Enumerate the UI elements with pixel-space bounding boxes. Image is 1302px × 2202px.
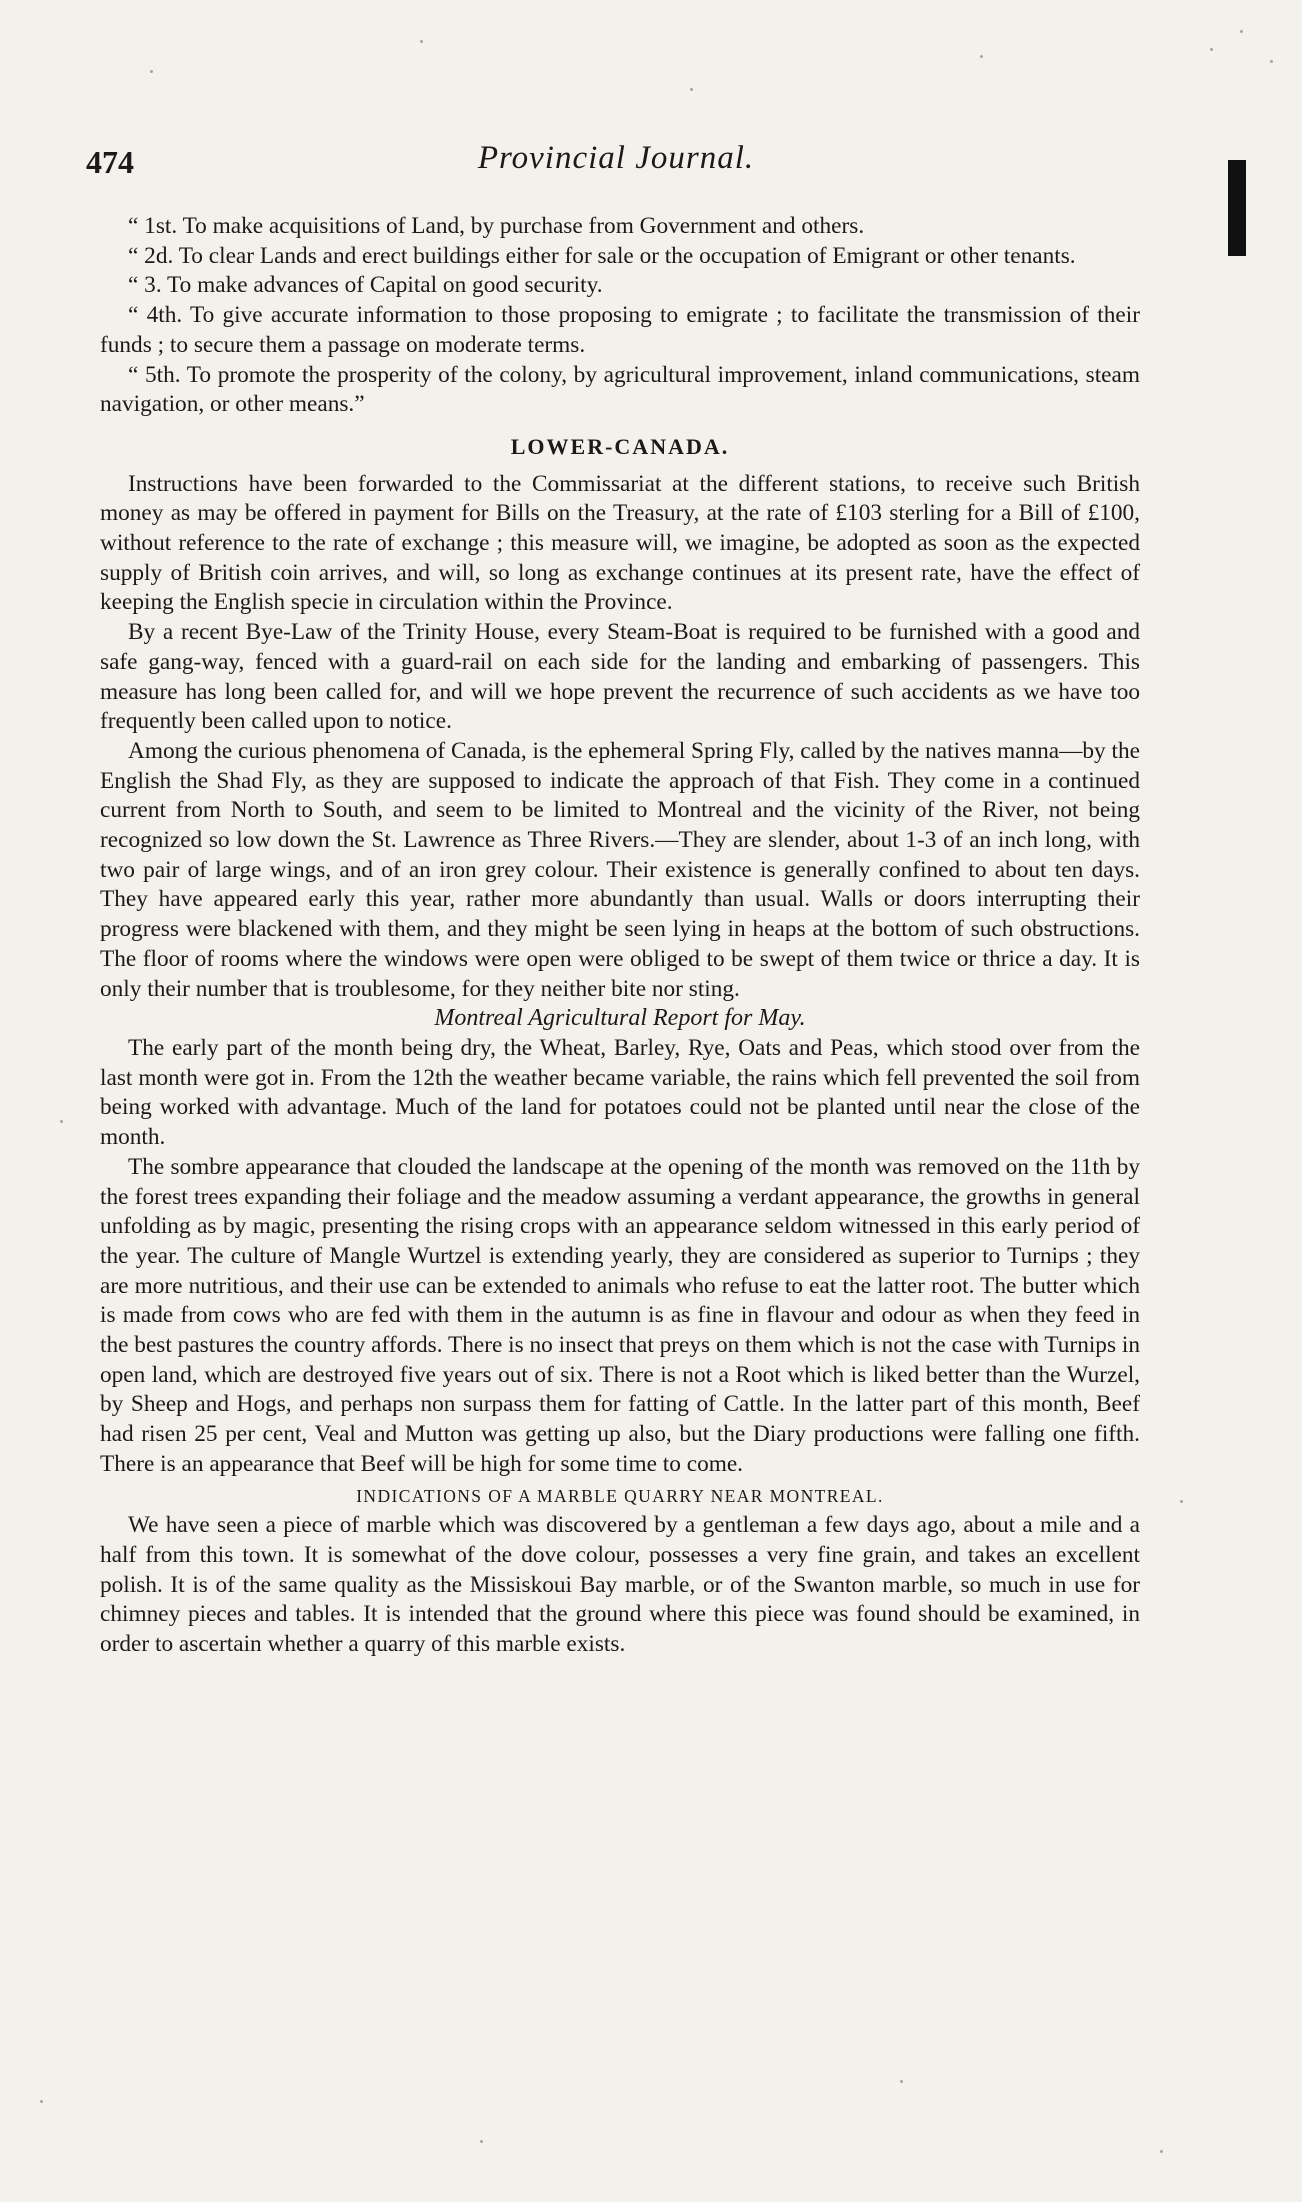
- paragraph: Among the curious phenomena of Canada, is the ephemeral Spring Fly, called by the natives manna—by the English the Shad Fly, as they are supposed to indicate the approach of that Fish. They come in a continued current from North to South, and seem to be limited to Montreal and the vicinity of the River, not being recognized so low down the St. Lawrence as Three Rivers.—They are slender, about 1-3 of an inch long, with two pair of large wings, and of an iron grey colour. Their existence is generally confined to about ten days. They have appeared early this year, rather more abundantly than usual. Walls or doors interrupting their progress were blackened with them, and they might be seen lying in heaps at the bottom of such obstructions. The floor of rooms where the windows were open were obliged to be swept of them twice or thrice a day. It is only their number that is troublesome, for they neither bite nor sting.: [100, 737, 1140, 1002]
- paragraph: By a recent Bye-Law of the Trinity House, every Steam-Boat is required to be furnished with a good and safe gang-way, fenced with a guard-rail on each side for the landing and embarking of passengers. This measure has long been called for, and will we hope prevent the recurrence of such accidents as we have too frequently been called upon to notice.: [100, 619, 1140, 735]
- objective-item: “ 1st. To make acquisitions of Land, by purchase from Government and others.: [128, 213, 865, 239]
- report-title: Montreal Agricultural Report for May.: [434, 1005, 806, 1032]
- objective-item: “ 3. To make advances of Capital on good security.: [128, 272, 603, 299]
- marble-section-title: INDICATIONS OF A MARBLE QUARRY NEAR MONTREAL.: [356, 1485, 884, 1506]
- paragraph: The early part of the month being dry, the Wheat, Barley, Rye, Oats and Peas, which stood over from the last month were got in. From the 12th the weather became variable, the rains which fell prevented the soil from being worked with advantage. Much of the land for potatoes could not be planted until near the close of the month.: [100, 1034, 1140, 1151]
- page-number: 474: [86, 144, 134, 180]
- page-header: [86, 140, 1146, 190]
- paragraph: The sombre appearance that clouded the landscape at the opening of the month was removed on the 11th by the forest trees expanding their foliage and the meadow assuming a verdant appearance, the growths in general unfolding as by magic, presenting the rising crops with an appearance seldom witnessed in this early period of the year. The culture of Mangle Wurtzel is extending yearly, they are considered as superior to Turnips ; they are more nutritious, and their use can be extended to animals who refuse to eat the latter root. The butter which is made from cows who are fed with them in the autumn is as fine in flavour and odour as when they feed in the best pastures the country affords. There is no insect that preys on them which is not the case with Turnips in open land, which are destroyed five years out of six. There is not a Root which is liked better than the Wurzel, by Sheep and Hogs, and perhaps non surpass them for fatting of Cattle. In the latter part of this month, Beef had risen 25 per cent, Veal and Mutton was getting up also, but the Diary productions were falling one fifth. There is an appearance that Beef will be high for some time to come.: [100, 1153, 1140, 1477]
- paragraph: We have seen a piece of marble which was discovered by a gentleman a few days ago, about a mile and a half from this town. It is somewhat of the dove colour, possesses a very fine grain, and takes an excellent polish. It is of the same quality as the Missiskoui Bay marble, or of the Swanton marble, so much in use for chimney pieces and tables. It is intended that the ground where this piece was found should be examined, in order to ascertain whether a quarry of this marble exists.: [100, 1512, 1140, 1658]
- section-title-lower-canada: LOWER-CANADA.: [510, 433, 730, 459]
- article-body: [100, 212, 1140, 1660]
- objective-item: “ 4th. To give accurate information to those proposing to emigrate ; to facilitate the transmission of their funds ; to secure them a passage on moderate terms.: [100, 302, 1140, 358]
- objective-item: “ 2d. To clear Lands and erect buildings either for sale or the occupation of Emigrant or other tenants.: [128, 242, 1076, 269]
- paragraph: Instructions have been forwarded to the Commissariat at the different stations, to receive such British money as may be offered in payment for Bills on the Treasury, at the rate of £103 sterling for a Bill of £100, without reference to the rate of exchange ; this measure will, we imagine, be adopted as soon as the expected supply of British coin arrives, and will, so long as exchange continues at its present rate, have the effect of keeping the English specie in circulation within the Province.: [100, 470, 1140, 616]
- margin-bar-mark: [1228, 160, 1246, 256]
- running-head: Provincial Journal.: [477, 140, 755, 176]
- objective-item: “ 5th. To promote the prosperity of the colony, by agricultural improvement, inland communications, steam navigation, or other means.”: [100, 361, 1140, 418]
